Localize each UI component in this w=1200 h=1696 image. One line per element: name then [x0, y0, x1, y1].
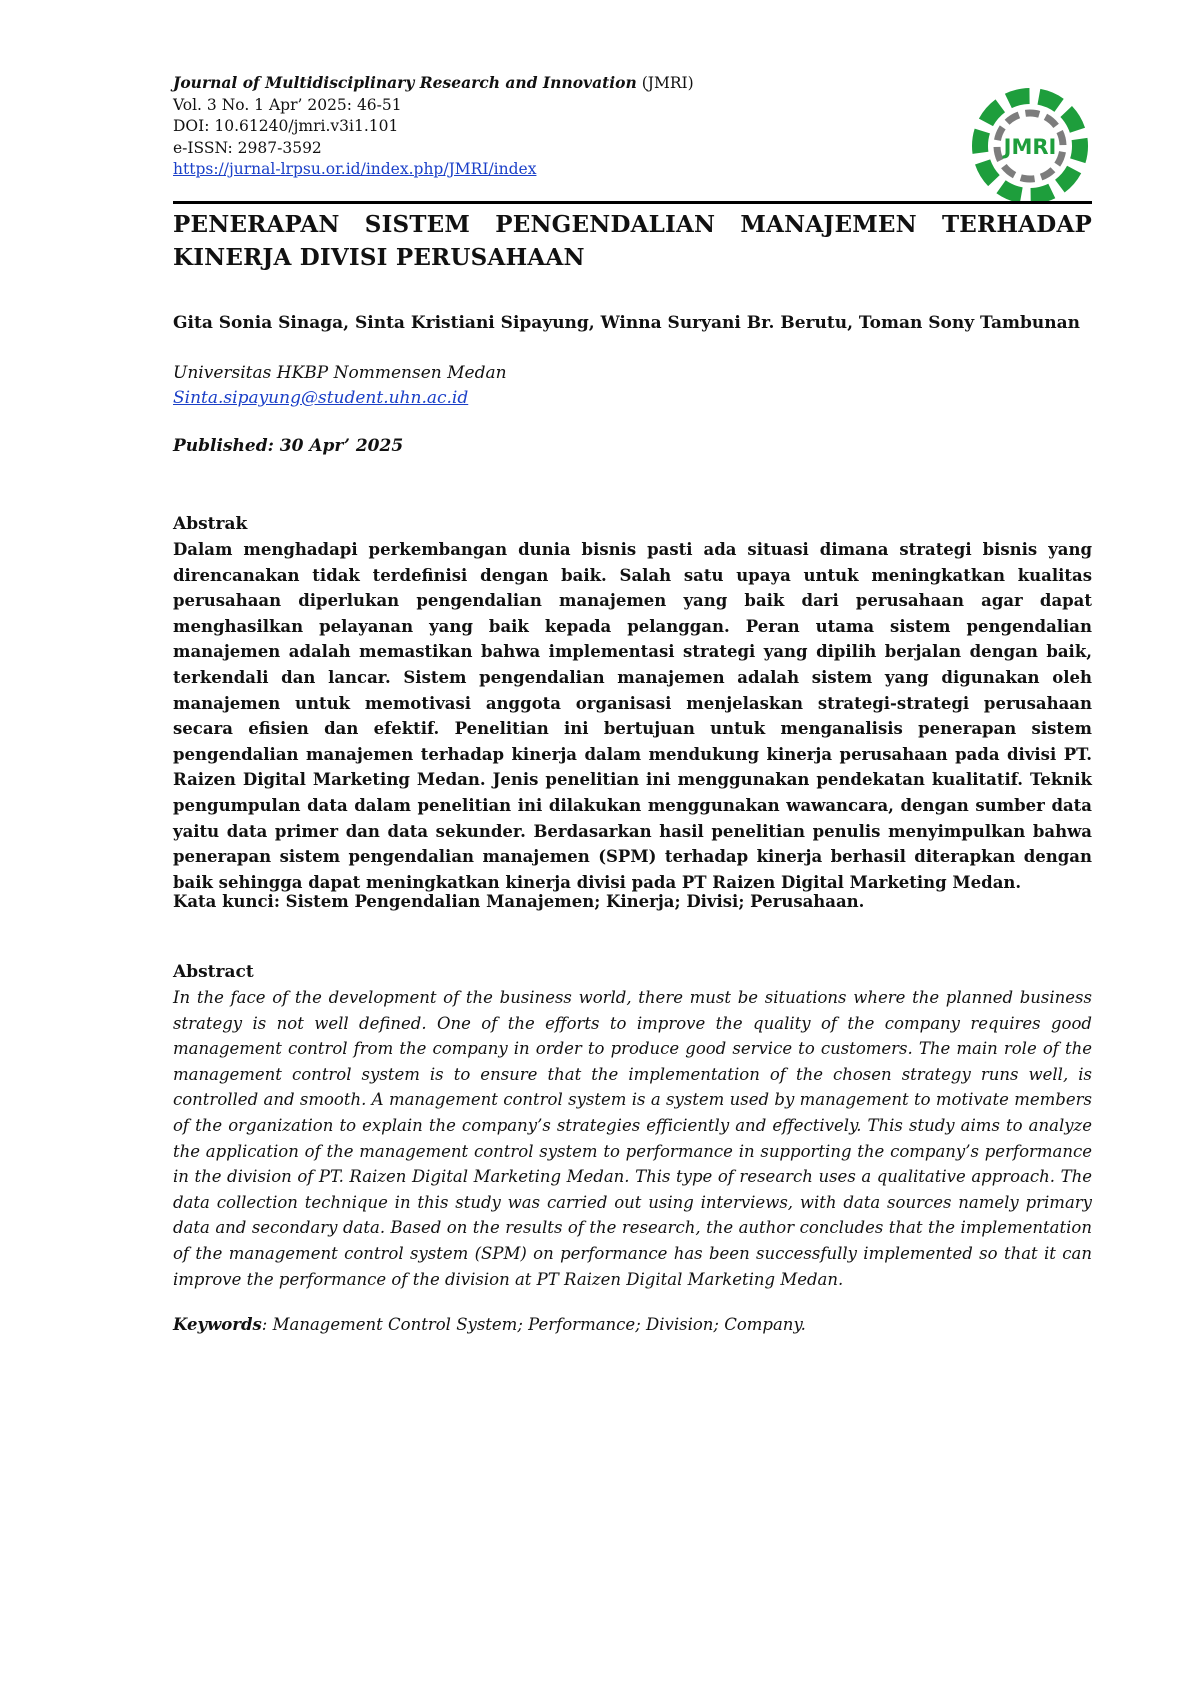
abstract-body: In the face of the development of the business world, there must be situations where the planned business strategy is not well defined. One of the efforts to improve the quality of the company requires good management control from the company in order to produce good service to customers. The main role of the management control system is to ensure that the implementation of the chosen strategy runs well, is controlled and smooth. A management control system is a system used by management to motivate members of the organization to explain the company’s strategies efficiently and effectively. This study aims to analyze the application of the management control system to performance in supporting the company’s performance in the division of PT. Raizen Digital Marketing Medan. This type of research uses a qualitative approach. The data collection technique in this study was carried out using interviews, with data sources namely primary data and secondary data. Based on the results of the research, the author concludes that the implementation of the management control system (SPM) on performance has been successfully implemented so that it can improve the performance of the division at PT Raizen Digital Marketing Medan. [173, 988, 1092, 1289]
abstrak-body: Dalam menghadapi perkembangan dunia bisnis pasti ada situasi dimana strategi bisnis yang direncanakan tidak terdefinisi dengan baik. Salah satu upaya untuk meningkatkan kualitas perusahaan diperlukan pengendalian manajemen yang baik dari perusahaan agar dapat menghasilkan pelayanan yang baik kepada pelanggan. Peran utama sistem pengendalian manajemen adalah memastikan bahwa implementasi strategi yang dipilih berjalan dengan baik, terkendali dan lancar. Sistem pengendalian manajemen adalah sistem yang digunakan oleh manajemen untuk memotivasi anggota organisasi menjelaskan strategi-strategi perusahaan secara efisien dan efektif. Penelitian ini bertujuan untuk menganalisis penerapan sistem pengendalian manajemen terhadap kinerja dalam mendukung kinerja perusahaan pada divisi PT. Raizen Digital Marketing Medan. Jenis penelitian ini menggunakan pendekatan kualitatif. Teknik pengumpulan data dalam penelitian ini dilakukan menggunakan wawancara, dengan sumber data yaitu data primer dan data sekunder. Berdasarkan hasil penelitian penulis menyimpulkan bahwa penerapan sistem pengendalian manajemen (SPM) terhadap kinerja berhasil diterapkan dengan baik sehingga dapat meningkatkan kinerja divisi pada PT Raizen Digital Marketing Medan. [173, 540, 1092, 892]
author-email-link[interactable]: Sinta.sipayung@student.uhn.ac.id [173, 388, 469, 408]
keywords-label: Keywords [173, 1315, 262, 1334]
article-title: PENERAPAN SISTEM PENGENDALIAN MANAJEMEN TERHADAP KINERJA DIVISI PERUSAHAAN [173, 211, 1092, 271]
affiliation: Universitas HKBP Nommensen Medan [173, 363, 507, 383]
logo-text: JMRI [1003, 135, 1057, 159]
abstrak-heading: Abstrak [173, 514, 248, 534]
journal-url-link[interactable]: https://jurnal-lrpsu.or.id/index.php/JMRI/index [173, 160, 537, 178]
jmri-logo [968, 84, 1092, 208]
journal-abbr: (JMRI) [636, 74, 694, 92]
journal-volume: Vol. 3 No. 1 Apr’ 2025: 46-51 [173, 95, 402, 114]
kata-kunci: Kata kunci: Sistem Pengendalian Manajemen; Kinerja; Divisi; Perusahaan. [173, 892, 865, 911]
author-list: Gita Sonia Sinaga, Sinta Kristiani Sipayung, Winna Suryani Br. Berutu, Toman Sony Tambunan [173, 313, 1081, 333]
journal-header [173, 72, 873, 181]
abstract-heading: Abstract [173, 962, 254, 982]
published-date: Published: 30 Apr’ 2025 [173, 436, 404, 456]
journal-issn: e-ISSN: 2987-3592 [173, 138, 322, 157]
journal-name: Journal of Multidisciplinary Research and Innovation [173, 73, 637, 92]
journal-title-line [173, 72, 873, 95]
keywords-list: : Management Control System; Performance; Division; Company. [261, 1315, 806, 1334]
keywords [173, 1313, 1092, 1337]
journal-doi: DOI: 10.61240/jmri.v3i1.101 [173, 117, 399, 135]
header-divider [173, 201, 1092, 204]
